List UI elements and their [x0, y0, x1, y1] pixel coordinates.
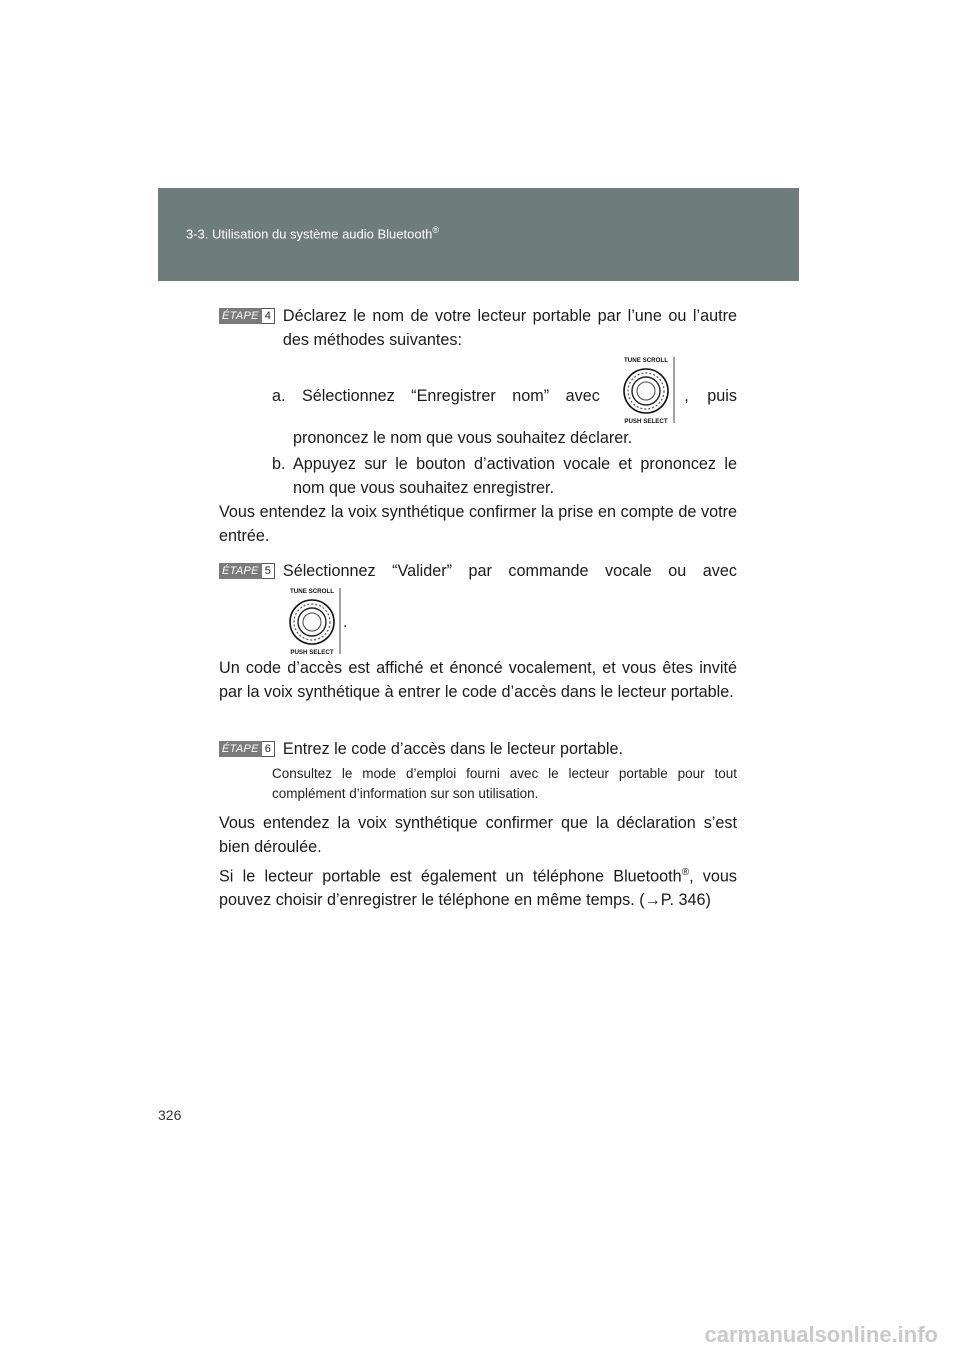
- arrow-icon: →: [644, 891, 661, 910]
- step-badge: ÉTAPE 5: [219, 563, 275, 579]
- section-header-band: [158, 188, 799, 281]
- option-b-line-2: nom que vous souhaitez enregistrer.: [293, 479, 554, 497]
- svg-text:TUNE SCROLL: TUNE SCROLL: [290, 588, 334, 595]
- option-a-continuation: [293, 426, 737, 450]
- paragraph-4-text: Si le lecteur portable est également un téléphone Bluetooth®, vous pouvez choisir d’enregistrer le téléphone en même temps. (→P. 346): [219, 867, 737, 910]
- svg-text:TUNE SCROLL: TUNE SCROLL: [624, 357, 668, 364]
- step-5: [219, 559, 737, 583]
- option-a-text: a. Sélectionnez “Enregistrer nom” avec: [272, 387, 600, 405]
- step-6-note: [272, 764, 737, 804]
- step-6: [219, 737, 737, 761]
- option-b: [272, 452, 737, 500]
- paragraph-2-text: Un code d’accès est affiché et énoncé vocalement, et vous êtes invité par la voix synthétique à entrer le code d’accès dans le lecteur portable.: [219, 659, 737, 701]
- step-4: [219, 304, 737, 352]
- step-4-line-2: des méthodes suivantes:: [282, 331, 462, 349]
- tune-scroll-dial-icon: [614, 355, 678, 425]
- paragraph-2: [219, 656, 737, 704]
- paragraph-1-text: Vous entendez la voix synthétique confirmer la prise en compte de votre entrée.: [219, 503, 737, 545]
- svg-text:PUSH SELECT: PUSH SELECT: [290, 649, 334, 656]
- step-5-text: Sélectionnez “Valider” par commande vocale ou avec: [282, 562, 737, 580]
- paragraph-3-text: Vous entendez la voix synthétique confirmer que la déclaration s’est bien déroulée.: [219, 814, 737, 856]
- section-title: 3-3. Utilisation du système audio Bluetooth®: [186, 225, 440, 242]
- paragraph-3: [219, 811, 737, 859]
- page-number: 326: [158, 1107, 182, 1123]
- watermark: carmanualsonline.info: [704, 1322, 938, 1347]
- step-6-text: Entrez le code d’accès dans le lecteur portable.: [282, 740, 624, 758]
- step-4-line-1: Déclarez le nom de votre lecteur portable par l’une ou l’autre: [282, 307, 737, 325]
- option-a-suffix: , puis: [684, 387, 737, 405]
- step-6-note-text: Consultez le mode d’emploi fourni avec le lecteur portable pour tout complément d’information sur son utilisation.: [272, 766, 737, 801]
- paragraph-1: [219, 500, 737, 548]
- tune-scroll-dial-icon: [282, 586, 346, 656]
- option-a-cont-text: prononcez le nom que vous souhaitez déclarer.: [293, 429, 633, 447]
- option-b-line-1: b. Appuyez sur le bouton d’activation vocale et prononcez le: [272, 455, 737, 473]
- svg-text:PUSH SELECT: PUSH SELECT: [624, 418, 668, 425]
- step-5-period: .: [343, 614, 348, 631]
- step-badge: ÉTAPE 6: [219, 741, 275, 757]
- step-badge: ÉTAPE 4: [219, 308, 275, 324]
- page-reference-link[interactable]: P. 346): [660, 891, 711, 910]
- paragraph-4: [219, 861, 737, 912]
